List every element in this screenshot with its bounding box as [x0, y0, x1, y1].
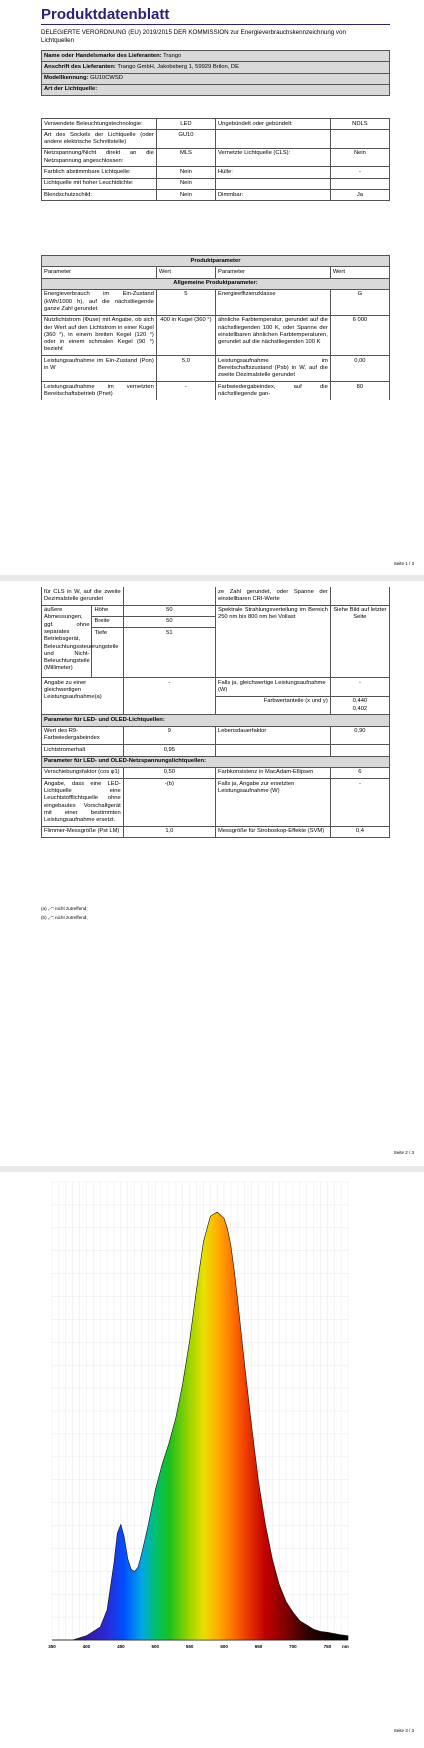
parameter-row	[42, 356, 390, 382]
stroboscopic-label: Messgröße für Stroboskop-Effekte (SVM)	[215, 826, 330, 837]
type-label-cell: Lichtquelle mit hoher Leuchtdichte:	[42, 178, 157, 189]
x-tick-label: 550	[185, 1644, 194, 1649]
spectral-value: Siehe Bild auf letzter Seite	[330, 605, 389, 678]
macadam-label: Farbkonsistenz in MacAdam-Ellipsen	[215, 767, 330, 778]
flicker-value: 1,0	[123, 826, 215, 837]
parameter-value-cell: 400 in Kugel (360 °)	[156, 315, 215, 355]
supplier-address-row: Anschrift des Lieferanten: Trango GmbH, Jakobsberg 1, 59929 Brilon, DE	[42, 62, 390, 73]
page-3	[0, 1172, 424, 1748]
supplier-name-row: Name oder Handelsmarke des Lieferanten: Trango	[42, 51, 390, 62]
displacement-factor-label: Verschiebungsfaktor (cos φ1)	[42, 767, 124, 778]
model-row: Modellkennung: GU10CWSD	[42, 73, 390, 84]
type-row	[42, 119, 390, 130]
parameter-label-cell: Leistungsaufnahme im Ein-Zustand (Pon) in W	[42, 356, 157, 382]
continued-left-cell: für CLS in W, auf die zweite Dezimalstelle gerundet	[42, 587, 124, 605]
dim-depth-label: Tiefe	[92, 628, 123, 678]
macadam-value: 6	[330, 767, 389, 778]
page-number: Seite 3 / 3	[393, 1728, 414, 1733]
parameter-row	[42, 315, 390, 355]
type-value-cell	[330, 130, 389, 149]
parameter-label-cell: Energieeffizienzklasse	[215, 289, 330, 315]
supplier-table	[41, 50, 390, 96]
empty-cell	[330, 745, 389, 756]
parameter-value-cell: 6 000	[330, 315, 389, 355]
parameter-label-cell: Nutzlichtstrom (Φuse) mit Angabe, ob sich der Wert auf den Lichtstrom in einer Kugel (360 °), in einem breiten Kegel (120 °) oder in einem schmalen Kegel (90 °) bezieht	[42, 315, 157, 355]
continued-right-cell: ze Zahl gerundet, oder Spanne der einstellbaren CRI-Werte	[215, 587, 330, 605]
x-tick-label: 500	[151, 1644, 160, 1649]
dim-height-label: Höhe	[92, 605, 123, 616]
type-row	[42, 190, 390, 201]
spectrum-area	[52, 1212, 348, 1640]
footnote-a: (a) „-“: nicht zutreffend;	[41, 906, 88, 911]
x-tick-label: 650	[254, 1644, 263, 1649]
parameter-row	[42, 289, 390, 315]
lifetime-factor-value: 0,90	[330, 726, 389, 745]
dim-width-value: 50	[123, 616, 215, 627]
flicker-label: Flimmer-Messgröße (Pst LM)	[42, 826, 124, 837]
type-label-cell: Farblich abstimmbare Lichtquelle:	[42, 167, 157, 178]
chromaticity-label: Farbwertanteile (x und y)	[215, 696, 330, 715]
type-label-cell: Verwendete Beleuchtungstechnologie:	[42, 119, 157, 130]
col-value-2: Wert	[330, 267, 389, 278]
x-tick-label: 600	[220, 1644, 228, 1649]
dimensions-label: äußere Abmessungen, ggf. ohne separates Betriebsgerät, Beleuchtungssteuerungsteile und Nicht-Beleuchtungsteile (Millimeter)	[42, 605, 92, 678]
replacement-claim-value: -(b)	[123, 779, 215, 827]
type-value-cell: Nein	[156, 167, 215, 178]
type-value-cell: -	[330, 167, 389, 178]
x-axis-ticks	[48, 1644, 331, 1649]
type-label-cell: Netzspannung/Nicht direkt an die Netzspannung angeschlossen:	[42, 148, 157, 167]
continued-right-value	[330, 587, 389, 605]
equivalent-power-label: Angabe zu einer gleichwertigen Leistungsaufnahme(a)	[42, 678, 124, 715]
parameter-value-cell: 0,00	[330, 356, 389, 382]
dim-depth-value: 51	[123, 628, 215, 678]
lumen-maintenance-value: 0,95	[123, 745, 215, 756]
type-label-cell: Ungebündelt oder gebündelt:	[215, 119, 330, 130]
type-value-cell: Nein	[156, 190, 215, 201]
dim-width-label: Breite	[92, 616, 123, 627]
title-rule	[41, 24, 390, 25]
type-label-cell	[215, 178, 330, 189]
type-label-cell: Hülle:	[215, 167, 330, 178]
page-2	[0, 581, 424, 1166]
stroboscopic-value: 0,4	[330, 826, 389, 837]
replacement-power-label: Falls ja, Angabe zur ersetzten Leistungsaufnahme (W)	[215, 779, 330, 827]
page-1	[0, 0, 424, 575]
product-parameter-heading: Produktparameter	[42, 256, 390, 267]
x-tick-label: 700	[289, 1644, 297, 1649]
replacement-power-value: -	[330, 779, 389, 827]
type-label-cell: Art des Sockels der Lichtquelle (oder andere elektrische Schnittstelle)	[42, 130, 157, 149]
type-value-cell: NDLS	[330, 119, 389, 130]
footnote-b: (b) „-“: nicht zutreffend;	[41, 915, 88, 920]
type-value-cell: LED	[156, 119, 215, 130]
x-tick-label: 400	[82, 1644, 91, 1649]
type-value-cell: Ja	[330, 190, 389, 201]
replacement-claim-label: Angabe, dass eine LED-Lichtquelle eine Leuchtstofflichtquelle ohne eingebautes Vorschaltgerät mit einer bestimmten Leistungsaufnahme ersetzt.	[42, 779, 124, 827]
type-row	[42, 167, 390, 178]
parameter-value-cell: 5,0	[156, 356, 215, 382]
parameter-row	[42, 382, 390, 400]
parameter-value-cell: 5	[156, 289, 215, 315]
parameter-label-cell: ähnliche Farbtemperatur, gerundet auf die nächstliegenden 100 K, oder Spanne der einstellbaren ähnlichen Farbtemperaturen, gerundet auf die nächstliegenden 100 K	[215, 315, 330, 355]
type-value-cell: Nein	[330, 148, 389, 167]
spectral-label: Spektrale Strahlungsverteilung im Bereich 250 nm bis 800 nm bei Vollast	[215, 605, 330, 678]
type-label-cell	[215, 130, 330, 149]
spectral-distribution-chart	[0, 1172, 424, 1748]
type-label-cell: Dimmbar:	[215, 190, 330, 201]
product-parameter-table	[41, 255, 390, 400]
chromaticity-x: 0,440	[352, 698, 368, 705]
equivalent-power-right-value: -	[330, 678, 389, 697]
page-number: Seite 2 / 3	[393, 1150, 414, 1155]
lumen-maintenance-label: Lichtstromerhalt	[42, 745, 124, 756]
regulation-text: DELEGIERTE VERORDNUNG (EU) 2019/2015 DER KOMMISSION zur Energieverbrauchskennzeichnung von Lichtquellen	[41, 29, 346, 44]
type-label-cell: Vernetzte Lichtquelle (CLS):	[215, 148, 330, 167]
col-value-1: Wert	[156, 267, 215, 278]
type-label-cell: Blendschutzschild:	[42, 190, 157, 201]
x-tick-label: 750	[323, 1644, 332, 1649]
x-tick-label: 450	[117, 1644, 125, 1649]
r9-label: Wert des R9-Farbwiedergabeindex	[42, 726, 124, 745]
type-value-cell: MLS	[156, 148, 215, 167]
lifetime-factor-label: Lebensdauerfaktor	[215, 726, 330, 745]
parameter-value-cell: -	[156, 382, 215, 400]
page-number: Seite 1 / 3	[393, 561, 414, 566]
col-param-2: Parameter	[215, 267, 330, 278]
type-row	[42, 148, 390, 167]
equivalent-power-value: -	[123, 678, 215, 715]
parameter-value-cell: 80	[330, 382, 389, 400]
type-value-cell	[330, 178, 389, 189]
x-tick-label: 350	[48, 1644, 56, 1649]
type-value-cell: GU10	[156, 130, 215, 149]
parameter-label-cell: Energieverbrauch im Ein-Zustand (kWh/1000 h), auf die nächstliegende ganze Zahl gerundet	[42, 289, 157, 315]
light-source-type-heading: Art der Lichtquelle:	[42, 84, 390, 95]
mains-led-parameter-heading: Parameter für LED- und OLED-Netzspannungslichtquellen:	[42, 756, 390, 767]
type-row	[42, 178, 390, 189]
parameter-value-cell: G	[330, 289, 389, 315]
type-row	[42, 130, 390, 149]
empty-cell	[215, 745, 330, 756]
page-title: Produktdatenblatt	[41, 6, 170, 23]
chromaticity-y: 0,402	[352, 705, 368, 712]
parameter-label-cell: Leistungsaufnahme im Bereitschaftszustand (Psb) in W, auf die zweite Dezimalstelle gerundet	[215, 356, 330, 382]
chromaticity-values	[330, 696, 389, 715]
parameter-label-cell: Leistungsaufnahme im vernetzten Bereitschaftsbetrieb (Pnet)	[42, 382, 157, 400]
light-source-type-table	[41, 118, 390, 201]
displacement-factor-value: 0,50	[123, 767, 215, 778]
dim-height-value: 50	[123, 605, 215, 616]
general-parameter-heading: Allgemeine Produktparameter:	[42, 278, 390, 289]
col-param-1: Parameter	[42, 267, 157, 278]
continued-parameter-table	[41, 587, 390, 838]
x-axis-unit: nm	[342, 1644, 349, 1649]
led-parameter-heading: Parameter für LED- und OLED-Lichtquellen:	[42, 715, 390, 726]
continued-left-value	[123, 587, 215, 605]
equivalent-power-right-label: Falls ja, gleichwertige Leistungsaufnahme (W)	[215, 678, 330, 697]
parameter-label-cell: Farbwiedergabeindex, auf die nächstliegende gan-	[215, 382, 330, 400]
r9-value: 9	[123, 726, 215, 745]
type-value-cell: Nein	[156, 178, 215, 189]
